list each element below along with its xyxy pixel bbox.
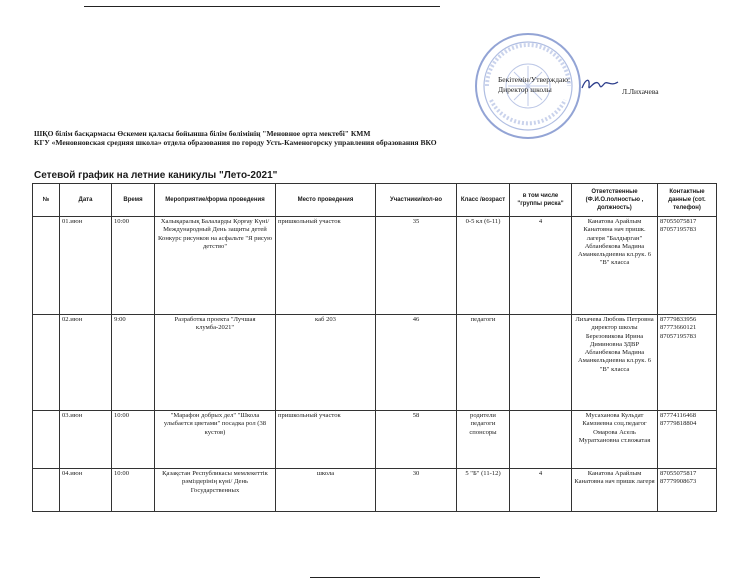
table-row (33, 315, 717, 411)
cell-responsible: Канатова Арайлым Канатовна нач пришк. лагеря "Балдырган" Абланбекова Мадина Аманкельдиевна кл.рук. 6 "В" класса (572, 217, 658, 315)
cell-phones: 87055075817 87779908673 (658, 469, 717, 512)
cell-risk: 4 (510, 469, 572, 512)
cell-date: 03.июн (60, 411, 112, 469)
cell-time: 10:00 (112, 217, 155, 315)
cell-responsible: Канатова Арайлым Канатовна нач пришк лагеря (572, 469, 658, 512)
org-name-kz: ШҚО білім басқармасы Өскемен қаласы бойынша білім бөлімінің "Меновное орта мектебі" КММ (34, 129, 371, 138)
column-header: Участники/кол-во (376, 184, 457, 217)
column-header: Ответственные (Ф.И.О.полностью , должность) (572, 184, 658, 217)
cell-place: каб 203 (276, 315, 376, 411)
cell-count: 30 (376, 469, 457, 512)
cell-num (33, 411, 60, 469)
column-header: Контактные данные (сот. телефон) (658, 184, 717, 217)
cell-count: 46 (376, 315, 457, 411)
cell-class: 5 "Б" (11-12) (457, 469, 510, 512)
cell-date: 01.июн (60, 217, 112, 315)
column-header: Класс /возраст (457, 184, 510, 217)
scan-edge-top (84, 6, 440, 7)
cell-class: педагоги (457, 315, 510, 411)
cell-phones: 87774116468 87779818804 (658, 411, 717, 469)
column-header: Дата (60, 184, 112, 217)
cell-num (33, 469, 60, 512)
cell-time: 10:00 (112, 469, 155, 512)
cell-phones: 87055075817 87057195783 (658, 217, 717, 315)
cell-event: "Марафон добрых дел" "Школа улыбается цветами" посадка рол (38 кустов) (155, 411, 276, 469)
column-header: Место проведения (276, 184, 376, 217)
scan-edge-bottom (310, 577, 540, 578)
cell-event: Халықаралық Балаларды Қорғау Күні/ Международный День защиты детей Конкурс рисунков на асфальте "Я рисую детство" (155, 217, 276, 315)
column-header: в том числе "группы риска" (510, 184, 572, 217)
cell-time: 10:00 (112, 411, 155, 469)
cell-risk (510, 315, 572, 411)
cell-date: 04.июн (60, 469, 112, 512)
table-row (33, 411, 717, 469)
schedule-table (32, 183, 717, 512)
cell-risk: 4 (510, 217, 572, 315)
table-row (33, 217, 717, 315)
approval-block (498, 75, 570, 95)
table-row (33, 469, 717, 512)
cell-place: школа (276, 469, 376, 512)
approval-line-director: Директор школы (498, 85, 552, 94)
approval-line-approve: Бекітемін/Утверждаю: (498, 75, 571, 84)
cell-class: 0-5 кл (6-11) (457, 217, 510, 315)
cell-responsible: Мусаханова Кульдат Камзиевна соц.педагог Омарова Асель Муратхановна ст.вожатая (572, 411, 658, 469)
cell-responsible: Лихачева Любовь Петровна директор школы Березовикова Ирина Диминовна ЗДВР Абланбекова Мадина Аманкельдиевна кл.рук. 6 "В" класса (572, 315, 658, 411)
table-header-row (33, 184, 717, 217)
signature-mark (580, 74, 620, 96)
column-header: Мероприятие/форма проведения (155, 184, 276, 217)
cell-event: Разработка проекта "Лучшая клумба-2021" (155, 315, 276, 411)
org-name-ru: КГУ «Меновновская средняя школа» отдела образования по городу Усть-Каменогорску управления образования ВКО (34, 138, 437, 147)
cell-place: пришкольный участок (276, 411, 376, 469)
cell-phones: 87779833956 87773660121 87057195783 (658, 315, 717, 411)
column-header: № (33, 184, 60, 217)
cell-event: Қазақстан Республикасы мемлекеттік рәміздерінің күні/ День Государственных (155, 469, 276, 512)
column-header: Время (112, 184, 155, 217)
cell-risk (510, 411, 572, 469)
cell-class: родители педагоги спонсоры (457, 411, 510, 469)
cell-place: пришкольный участок (276, 217, 376, 315)
cell-num (33, 315, 60, 411)
cell-count: 35 (376, 217, 457, 315)
page-title: Сетевой график на летние каникулы "Лето-2021" (34, 170, 278, 181)
cell-count: 58 (376, 411, 457, 469)
cell-num (33, 217, 60, 315)
director-name: Л.Лихачева (622, 87, 659, 96)
cell-date: 02.июн (60, 315, 112, 411)
cell-time: 9:00 (112, 315, 155, 411)
